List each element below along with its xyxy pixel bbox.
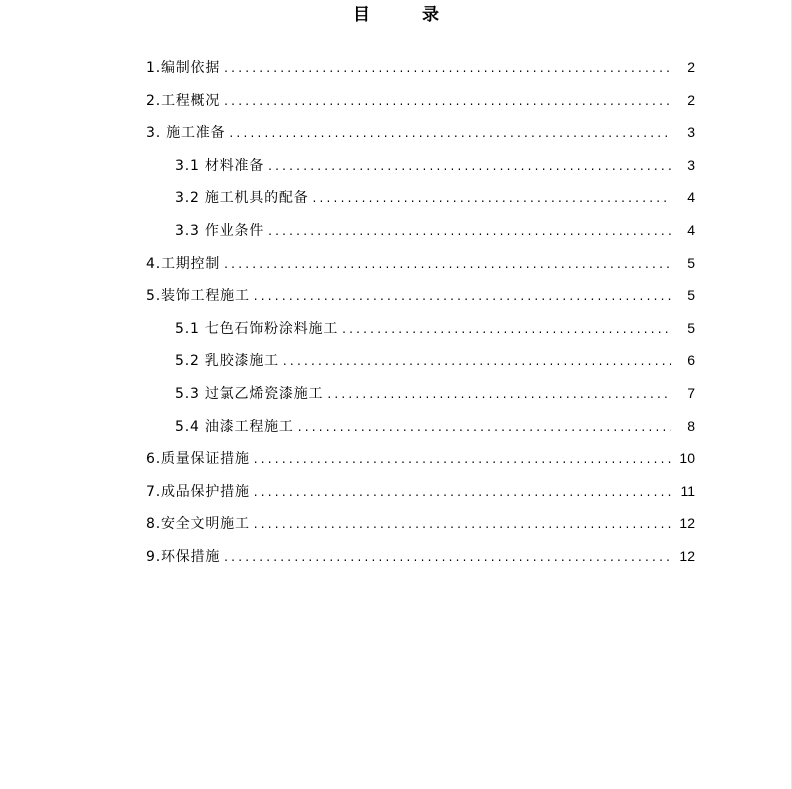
toc-subentry[interactable] — [146, 185, 695, 218]
toc-entry-text: 3.3 作业条件 — [175, 222, 265, 239]
toc-subentry[interactable] — [146, 316, 695, 349]
toc-subentry[interactable] — [146, 153, 695, 186]
toc-entry[interactable] — [146, 446, 695, 479]
toc-entry-text: 2.工程概况 — [146, 92, 221, 109]
toc-entry-text: 5.2 乳胶漆施工 — [175, 353, 279, 370]
toc-leader-dots — [268, 154, 671, 178]
toc-leader-dots — [254, 284, 671, 308]
toc-entry-text: 9.环保措施 — [146, 548, 221, 565]
toc-entry-page: 3 — [687, 156, 695, 173]
toc-entry[interactable] — [146, 251, 695, 284]
toc-subentry[interactable] — [146, 218, 695, 251]
toc-entry-page: 5 — [687, 287, 695, 304]
toc-entry-page: 5 — [687, 254, 695, 271]
toc-entry-page: 7 — [687, 384, 695, 401]
toc-leader-dots — [224, 252, 671, 276]
toc-entry-text: 5.3 过氯乙烯瓷漆施工 — [175, 385, 324, 402]
toc-entry-page: 12 — [679, 547, 695, 564]
toc-entry-page: 10 — [679, 450, 695, 467]
toc-leader-dots — [254, 480, 671, 504]
toc-entry-text: 3.1 材料准备 — [175, 157, 265, 174]
toc-leader-dots — [254, 512, 671, 536]
toc-entry[interactable] — [146, 511, 695, 544]
toc-leader-dots — [342, 317, 671, 341]
toc-subentry[interactable] — [146, 348, 695, 381]
toc-entry-text: 8.安全文明施工 — [146, 516, 250, 533]
toc-leader-dots — [327, 382, 671, 406]
toc-entry[interactable] — [146, 479, 695, 512]
toc-entry-page: 4 — [687, 221, 695, 238]
toc-title: 目 录 — [353, 5, 439, 25]
toc-leader-dots — [268, 219, 671, 243]
toc-entry[interactable] — [146, 88, 695, 121]
toc-entry-text: 7.成品保护措施 — [146, 483, 250, 500]
toc-leader-dots — [283, 349, 671, 373]
toc-leader-dots — [224, 56, 671, 80]
toc-leader-dots — [224, 545, 671, 569]
toc-entry-page: 2 — [687, 91, 695, 108]
toc-entry-text: 5.1 七色石饰粉涂料施工 — [175, 320, 339, 337]
toc-entry-text: 1.编制依据 — [146, 60, 221, 76]
toc-leader-dots — [298, 415, 671, 439]
toc-entry-page: 3 — [687, 124, 695, 141]
toc-entry-text: 4.工期控制 — [146, 255, 221, 272]
toc-entry[interactable] — [146, 283, 695, 316]
toc-entry-page: 2 — [687, 59, 695, 75]
toc-leader-dots — [313, 186, 671, 210]
toc-entry-text: 5.装饰工程施工 — [146, 288, 250, 305]
toc-entry[interactable] — [146, 55, 695, 88]
toc-entry-page: 5 — [687, 319, 695, 336]
toc-leader-dots — [224, 89, 671, 113]
toc-subentry[interactable] — [146, 381, 695, 414]
toc-entry[interactable] — [146, 120, 695, 153]
toc-leader-dots — [229, 121, 671, 145]
toc-entry-text: 3. 施工准备 — [146, 125, 226, 142]
toc-entry-page: 8 — [687, 417, 695, 434]
toc-entry[interactable] — [146, 544, 695, 577]
toc-entry-page: 6 — [687, 352, 695, 369]
toc-entry-page: 4 — [687, 189, 695, 206]
toc-entry-page: 11 — [680, 482, 695, 499]
toc-entry-text: 3.2 施工机具的配备 — [175, 190, 309, 207]
toc-entry-text: 5.4 油漆工程施工 — [175, 418, 294, 435]
toc-list — [146, 55, 695, 577]
toc-entry-text: 6.质量保证措施 — [146, 451, 250, 468]
toc-entry-page: 12 — [679, 515, 695, 532]
toc-leader-dots — [254, 447, 671, 471]
toc-subentry[interactable] — [146, 414, 695, 447]
